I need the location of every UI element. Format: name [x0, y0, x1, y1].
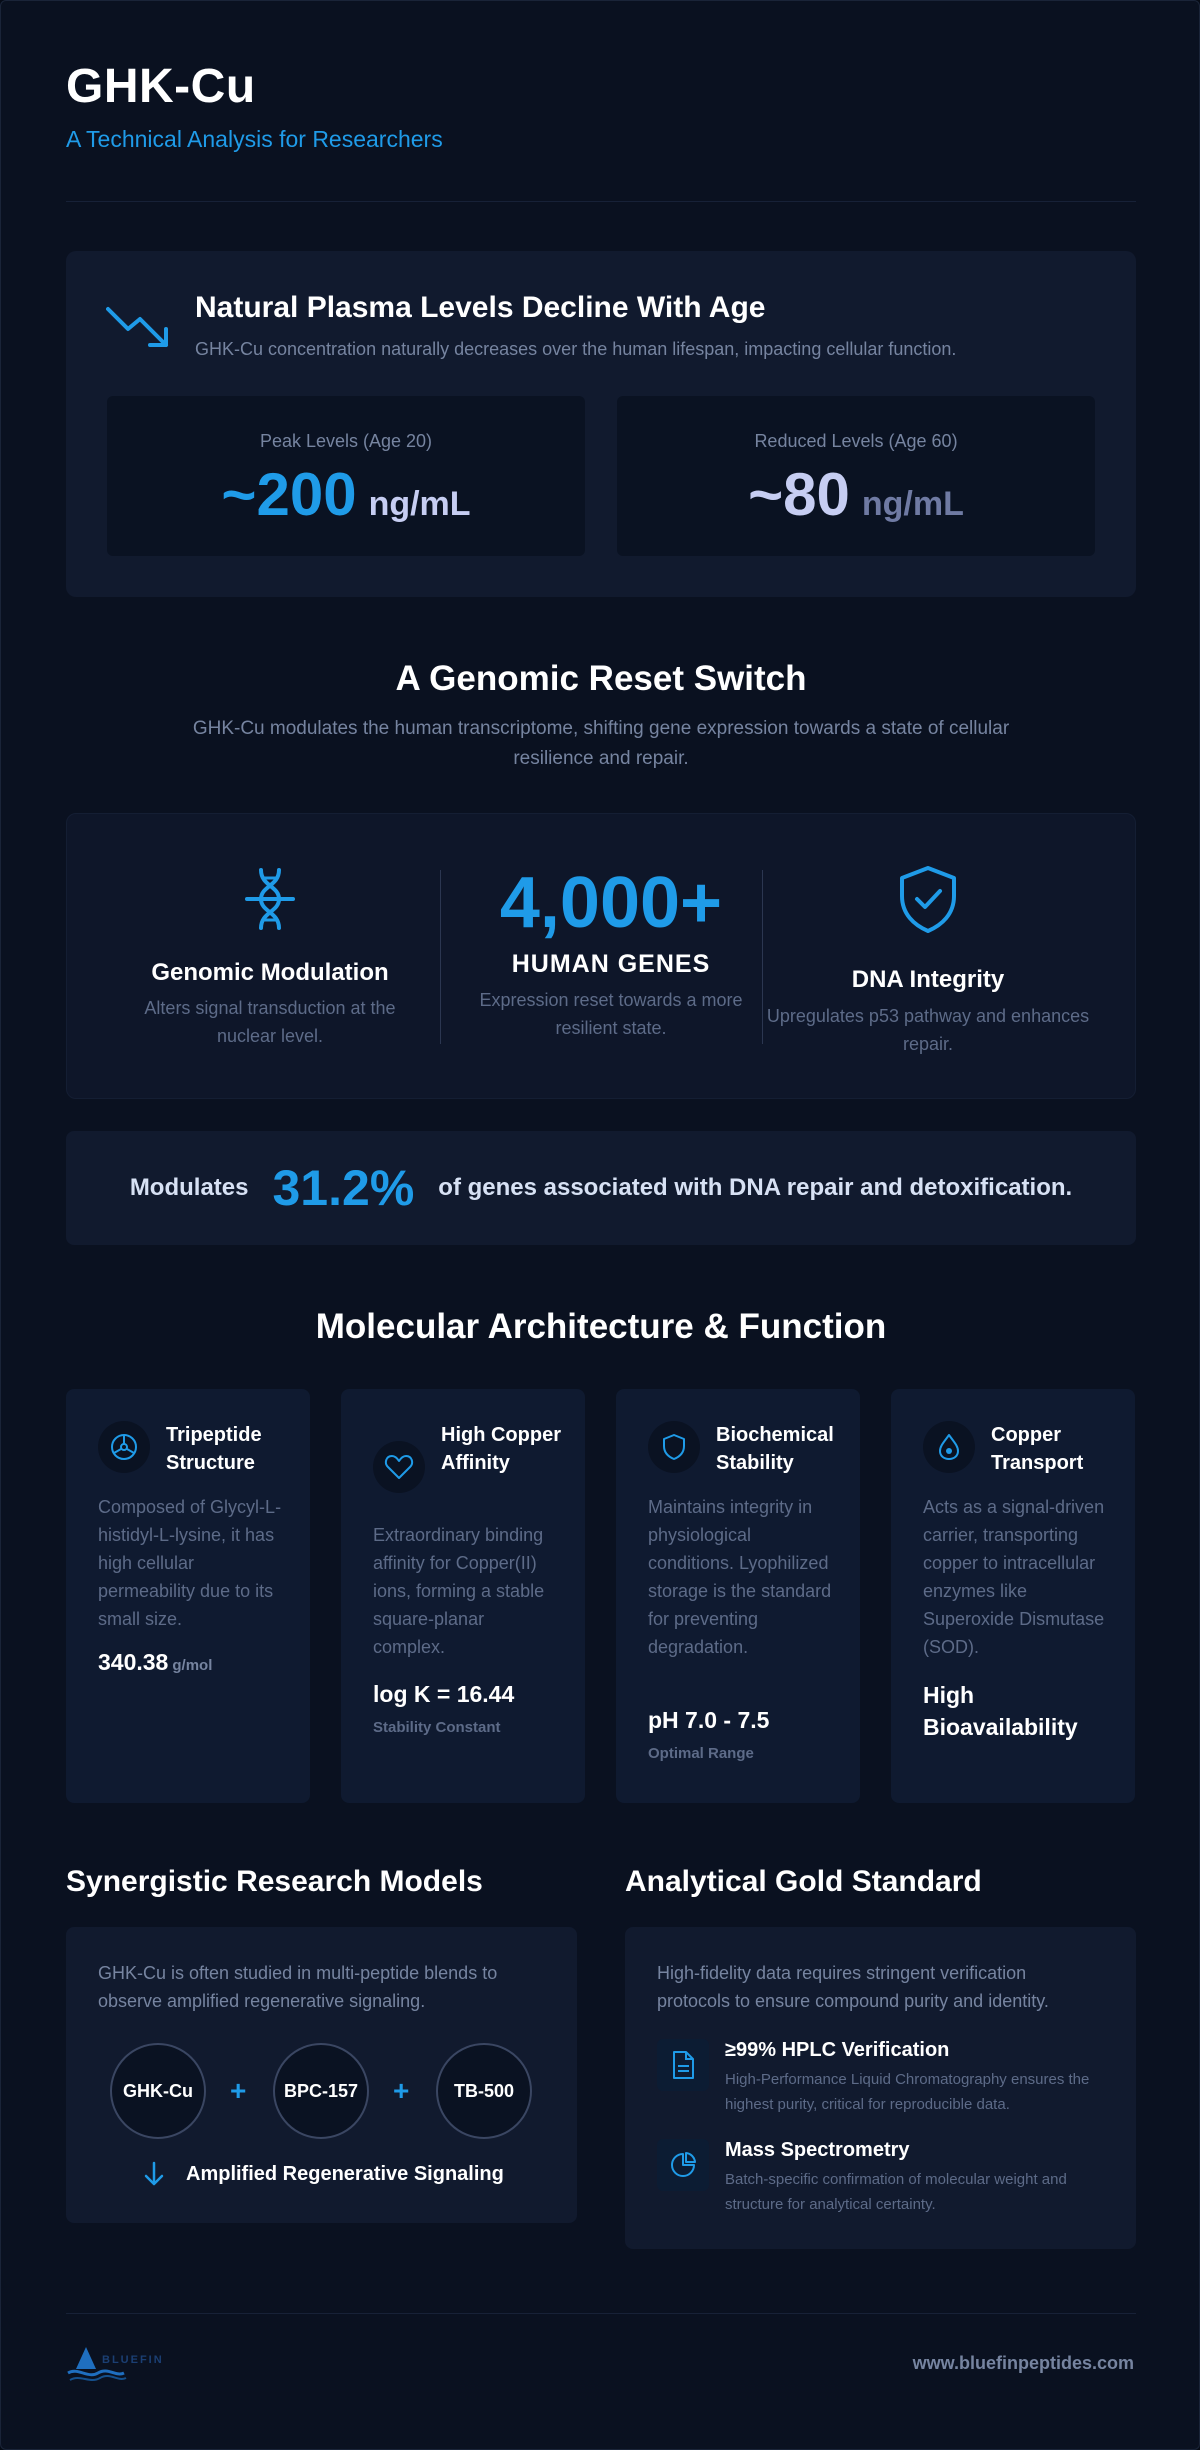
molecule-icon: [98, 1421, 150, 1473]
header: [66, 59, 443, 153]
synergy-panel: [66, 1927, 577, 2223]
bluefin-logo: [66, 2343, 186, 2388]
plus-sign: +: [230, 2075, 247, 2106]
human-genes-description: Expression reset towards a more resilient state.: [479, 990, 743, 1038]
verification-title: ≥99% HPLC Verification: [725, 2039, 950, 2061]
peptide-bubble: BPC-157: [273, 2043, 369, 2139]
biochemical-stability-card: [616, 1389, 860, 1803]
page-title: GHK-Cu: [66, 60, 256, 113]
shield-icon: [648, 1421, 700, 1473]
genomic-modulation-description: Alters signal transduction at the nuclear level.: [144, 998, 396, 1046]
tripeptide-structure-card: [66, 1389, 310, 1803]
card-title: Biochemical Stability: [716, 1424, 834, 1474]
column-divider: [440, 870, 441, 1044]
plasma-description: GHK-Cu concentration naturally decreases over the human lifespan, impacting cellular function.: [195, 339, 957, 359]
plasma-title: Natural Plasma Levels Decline With Age: [195, 291, 766, 324]
arrow-down-icon: [142, 2161, 166, 2187]
verification-description: High-Performance Liquid Chromatography ensures the highest purity, critical for reproducible data.: [725, 2071, 1090, 2113]
copper-affinity-card: [341, 1389, 585, 1803]
modulates-prefix: Modulates: [129, 1174, 249, 1201]
card-value: 340.38 g/mol: [98, 1649, 213, 1675]
amplified-signaling: [142, 2161, 504, 2187]
genomic-modulation-column: [115, 814, 425, 1100]
footer-divider: [66, 2313, 1136, 2314]
modulates-suffix: of genes associated with DNA repair and detoxification.: [438, 1174, 1073, 1201]
modulates-banner: [66, 1131, 1136, 1245]
card-note: Optimal Range: [648, 1745, 754, 1762]
droplet-icon: [923, 1421, 975, 1473]
card-title: High Copper Affinity: [441, 1424, 561, 1474]
verification-title: Mass Spectrometry: [725, 2139, 910, 2161]
plasma-levels-card: [66, 251, 1136, 597]
card-value-unit: g/mol: [172, 1657, 213, 1674]
analytical-description: High-fidelity data requires stringent verification protocols to ensure compound purity and identity.: [657, 1963, 1049, 2011]
card-description: Extraordinary binding affinity for Copper(II) ions, forming a stable square-planar complex.: [373, 1525, 545, 1657]
card-note: Stability Constant: [373, 1719, 501, 1736]
human-genes-label: HUMAN GENES: [511, 950, 711, 978]
reduced-levels-label: Reduced Levels (Age 60): [754, 431, 958, 451]
dna-integrity-description: Upregulates p53 pathway and enhances repair.: [766, 1006, 1090, 1054]
plus-sign: +: [393, 2075, 410, 2106]
reduced-levels-value: ~80: [748, 461, 850, 528]
peptide-bubble: GHK-Cu: [110, 2043, 206, 2139]
dna-icon: [235, 864, 305, 934]
card-description: Maintains integrity in physiological conditions. Lyophilized storage is the standard for preventing degradation.: [648, 1497, 832, 1657]
bluefin-logo-icon: [66, 2343, 186, 2383]
heart-icon: [373, 1441, 425, 1493]
card-value: log K = 16.44: [373, 1681, 515, 1707]
human-genes-column: [456, 814, 766, 1100]
card-title: Tripeptide Structure: [166, 1424, 262, 1474]
card-description: Composed of Glycyl-L-histidyl-L-lysine, it has high cellular permeability due to its small size.: [98, 1497, 282, 1629]
copper-transport-card: [891, 1389, 1135, 1803]
card-description: Acts as a signal-driven carrier, transporting copper to intracellular enzymes like Superoxide Dismutase (SOD).: [923, 1497, 1105, 1657]
analytical-panel: [625, 1927, 1136, 2249]
peak-levels-value: ~200: [221, 461, 357, 528]
peak-levels-unit: ng/mL: [368, 485, 471, 523]
shield-check-icon: [893, 864, 963, 934]
peptide-bubble: TB-500: [436, 2043, 532, 2139]
page-subtitle: A Technical Analysis for Researchers: [66, 126, 443, 152]
dna-integrity-column: [763, 814, 1093, 1100]
peak-levels-label: Peak Levels (Age 20): [259, 431, 433, 451]
pie-chart-icon: [657, 2139, 709, 2191]
reduced-levels-unit: ng/mL: [861, 485, 964, 523]
document-icon: [657, 2039, 709, 2091]
bluefin-logo-text: BLUEFIN: [102, 2354, 164, 2366]
header-divider: [66, 201, 1136, 202]
genomic-title: A Genomic Reset Switch: [395, 659, 807, 698]
synergy-title: Synergistic Research Models: [66, 1865, 483, 1898]
reduced-levels-box: [617, 396, 1095, 556]
card-title: Copper Transport: [991, 1424, 1084, 1474]
molecular-title: Molecular Architecture & Function: [315, 1307, 887, 1346]
synergy-description: GHK-Cu is often studied in multi-peptide blends to observe amplified regenerative signaling.: [98, 1963, 498, 2011]
trending-down-icon: [106, 303, 172, 353]
genomic-modulation-title: Genomic Modulation: [151, 959, 389, 986]
verification-description: Batch-specific confirmation of molecular weight and structure for analytical certainty.: [725, 2171, 1067, 2213]
analytical-title: Analytical Gold Standard: [625, 1865, 982, 1898]
peak-levels-box: [107, 396, 585, 556]
genomic-card: [66, 813, 1136, 1099]
card-value: High Bioavailability: [923, 1682, 1078, 1740]
genomic-subtitle: GHK-Cu modulates the human transcriptome, shifting gene expression towards a state of cellular resilience and repair.: [192, 718, 1010, 769]
modulates-percent: 31.2%: [272, 1160, 415, 1216]
amplified-signaling-label: Amplified Regenerative Signaling: [186, 2162, 504, 2185]
card-value: pH 7.0 - 7.5: [648, 1707, 770, 1733]
website-url[interactable]: www.bluefinpeptides.com: [912, 2353, 1134, 2373]
dna-integrity-title: DNA Integrity: [851, 966, 1005, 993]
human-genes-value: 4,000+: [499, 863, 723, 943]
